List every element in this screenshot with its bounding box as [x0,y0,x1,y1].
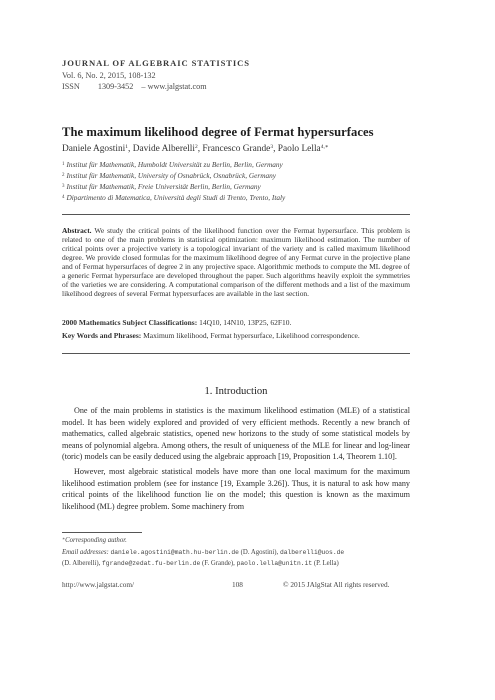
issn-separator: – [141,82,146,91]
section-number: 1. [204,386,213,397]
footer-url-link[interactable]: http://www.jalgstat.com/ [62,580,135,589]
email-addresses-line: Email addresses: daniele.agostini@math.hu-berlin.de (D. Agostini), dalberelli@uos.de [62,549,345,556]
email-link[interactable]: fgrande@zedat.fu-berlin.de [102,560,201,567]
journal-volume-line: Vol. 6, No. 2, 2015, 108-132 [62,71,156,80]
email-link[interactable]: paolo.lella@unitn.it [236,560,313,567]
msc-label: 2000 Mathematics Subject Classifications: [62,318,198,327]
author-affiliation-mark: 4,∗ [320,144,329,150]
journal-name: JOURNAL OF ALGEBRAIC STATISTICS [62,58,250,68]
msc-codes: 14Q10, 14N10, 13P25, 62F10. [199,318,292,327]
abstract [62,226,410,298]
page-number: 108 [232,580,243,589]
email-label: Email addresses: [62,549,109,556]
email-link[interactable]: daniele.agostini@math.hu-berlin.de [110,549,239,556]
affiliation-line: $^4$ Dipartimento di Matematica, Università degli Studi di Trento, Trento, Italy [62,193,286,202]
section-heading [62,386,410,397]
author-name: Francesco Grande [202,144,271,154]
divider [62,353,410,354]
author-affiliation-mark: 1 [125,144,129,150]
affiliation-line: $^1$ Institut für Mathematik, Humboldt Universität zu Berlin, Berlin, Germany [62,160,283,169]
abstract-label: Abstract. [62,226,92,235]
keywords-label: Key Words and Phrases: [62,331,142,340]
abstract-text: We study the critical points of the likelihood function over the Fermat hypersurface. This problem is related to one of the main problems in statistical optimization: maximum likelihood estimation. The number of critical points over a projective variety is a topological invariant of the variety and is called maximum likelihood degree. We provide closed formulas for the maximum likelihood degree of any Fermat curve in the projective plane and of Fermat hypersurfaces of degree 2 in any projective space. Algorithmic methods to compute the ML degree of a generic Fermat hypersurface are developed throughout the paper. Such algorithms heavily exploit the symmetries of the varieties we are considering. A computational comparison of the different methods and a list of the maximum likelihood degrees of several Fermat hypersurfaces are available in the last section. [62,226,410,299]
journal-website-link[interactable]: www.jalgstat.com [147,82,207,91]
copyright-notice: © 2015 JAlgStat All rights reserved. [283,580,390,589]
author-name: Daniele Agostini [62,144,126,154]
email-addresses-line: (D. Alberelli), fgrande@zedat.fu-berlin.de (F. Grande), paolo.lella@unitn.it (P. Lella) [62,560,339,567]
paper-title: The maximum likelihood degree of Fermat hypersurfaces [62,125,374,139]
author-affiliation-mark: 2 [194,144,198,150]
issn-value: 1309-3452 [97,82,134,91]
section-title: Introduction [215,386,268,397]
keywords-text: Maximum likelihood, Fermat hypersurface, Likelihood correspondence. [143,331,360,340]
corresponding-author-note: ∗Corresponding author. [62,536,127,544]
msc-classification [62,318,291,327]
affiliation-line: $^3$ Institut für Mathematik, Freie Universität Berlin, Berlin, Germany [62,182,261,191]
email-link[interactable]: dalberelli@uos.de [279,549,345,556]
body-paragraph: One of the main problems in statistics is the maximum likelihood estimation (MLE) of a statistical model. It has been widely explored and provided of very efficient methods. Recently a new branch of mathematics, called algebraic statistics, opened new horizons to the study of some statistical models by means of polynomial algebra. Among others, the result of uniqueness of the MLE for linear and log-linear (toric) models can be easily deduced using the algebraic approach [19, Proposition 1.4, Theorem 1.10]. [62,406,410,462]
journal-issn-line [62,82,207,91]
author-name: Paolo Lella [277,144,321,154]
affiliation-line: $^2$ Institut für Mathematik, University of Osnabrück, Osnabrück, Germany [62,171,277,180]
issn-label: ISSN [62,82,80,91]
body-paragraph: However, most algebraic statistical models have more than one local maximum for the maximum likelihood estimation problem (see for instance [19, Example 3.26]). Thus, it is natural to ask how many critical points of the likelihood function lie on the model; this question is known as the maximum likelihood (ML) degree problem. Some machinery from [62,467,410,511]
author-affiliation-mark: 3 [270,144,274,150]
author-list: Daniele Agostini$^1$, Davide Alberelli$^2$, Francesco Grande$^3$, Paolo Lella$^{4,∗}$ [62,144,329,154]
divider [62,214,410,215]
keywords [62,331,410,341]
footnote-rule [62,532,142,533]
author-name: Davide Alberelli [132,144,195,154]
